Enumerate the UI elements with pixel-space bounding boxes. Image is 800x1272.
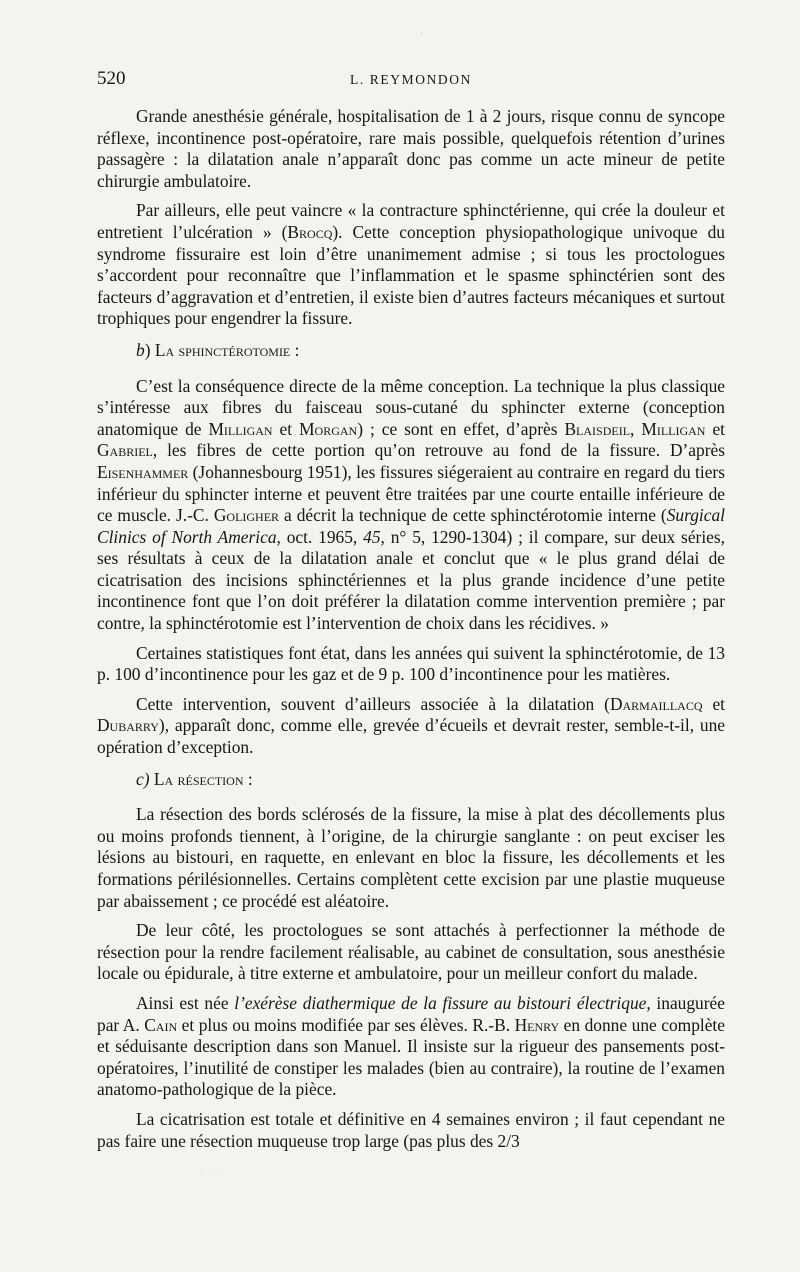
procedure-name: l’exérèse diathermique de la fissure au bistouri électrique, — [234, 992, 651, 1013]
paragraph: Grande anesthésie générale, hospitalisation de 1 à 2 jours, risque connu de syncope réflexe, incontinence post-opératoire, rare mais possible, quelquefois rétention d’urines passagère : la dilatation anale n’apparaît donc pas comme un acte mineur de petite chirurgie ambulatoire. — [97, 106, 725, 191]
paragraph: Certaines statistiques font état, dans les années qui suivent la sphinctérotomie, de 13 p. 100 d’incontinence pour les gaz et de 9 p. 100 d’incontinence pour les matières. — [97, 642, 725, 685]
paragraph: La résection des bords sclérosés de la fissure, la mise à plat des décollements plus ou moins profonds tiennent, à l’origine, de la chirurgie sanglante : on peut exciser les lésions au bistouri, en raquette, en enlevant en bloc la fissure, les décollements et les formations périlésionnelles. Certains complètent cette excision par une plastie muqueuse par abaissement ; ce procédé est aléatoire. — [97, 804, 725, 911]
paragraph: De leur côté, les proctologues se sont attachés à perfectionner la méthode de résection pour la rendre facilement réalisable, au cabinet de consultation, sous anesthésie locale ou épidurale, à titre externe et ambulatoire, pour un meilleur confort du malade. — [97, 920, 725, 984]
paragraph: La cicatrisation est totale et définitive en 4 semaines environ ; il faut cependant ne pas faire une résection muqueuse trop large (pas plus des 2/3 — [97, 1108, 725, 1151]
section-letter: b — [136, 339, 145, 360]
page-header — [97, 68, 725, 94]
author-name: Dubarry — [97, 715, 159, 736]
paragraph: Cette intervention, souvent d’ailleurs associée à la dilatation (Darmaillacq et Dubarry), apparaît donc, comme elle, grevée d’écueils et devrait rester, semble-t-il, une opération d’exception. — [97, 693, 725, 758]
author-name: Henry — [514, 1014, 560, 1035]
journal-title: Surgical Clinics of North America, — [97, 505, 725, 547]
paragraph: C’est la conséquence directe de la même conception. La technique la plus classique s’intéresse aux fibres du faisceau sous-cutané du sphincter externe (conception anatomique de Milligan et Morgan) ; ce sont en effet, d’après Blaisdeil, Milligan et Gabriel, les fibres de cette portion qu’on retrouve au fond de la fissure. D’après Eisenhammer (Johannesbourg 1951), les fissures siégeraient au contraire en regard du tiers inférieur du sphincter interne et peuvent être traitées par une courte entaille inférieure de ce muscle. J.-C. Goligher a décrit la technique de cette sphinctérotomie interne (Surgical Clinics of North America, oct. 1965, 45, n° 5, 1290-1304) ; il compare, sur deux séries, ses résultats à ceux de la dilatation anale et conclut que « le plus grand délai de cicatrisation des incisions sphinctériennes et la plus grande incidence d’une petite incontinence font que l’on doit préférer la dilatation comme intervention première ; par contre, la sphinctérotomie est l’intervention de choix dans les récidives. » — [97, 375, 725, 634]
scan-speck: · — [420, 28, 423, 38]
section-title: La résection : — [153, 768, 253, 789]
paragraph: Ainsi est née l’exérèse diathermique de la fissure au bistouri électrique, inaugurée par A. Cain et plus ou moins modifiée par ses élèves. R.-B. Henry en donne une complète et séduisante description dans son Manuel. Il insiste sur la rigueur des pansements post-opératoires, l’inutilité de constiper les malades (bien au contraire), la routine de l’examen anatomo-pathologique de la pièce. — [97, 992, 725, 1100]
section-heading-b: b) La sphinctérotomie : — [136, 339, 300, 360]
author-name: Morgan — [299, 418, 358, 439]
paragraph: Par ailleurs, elle peut vaincre « la contracture sphinctérienne, qui crée la douleur et entretient l’ulcération » (Brocq). Cette conception physiopathologique univoque du syndrome fissuraire est loin d’être unanimement admise ; si tous les proctologues s’accordent pour reconnaître que l’inflammation et le spasme sphinctérien sont des facteurs d’aggravation et d’entretien, il existe bien d’autres facteurs mécaniques et surtout trophiques pour engendrer la fissure. — [97, 200, 725, 329]
author-name: Milligan — [208, 418, 273, 439]
journal-volume: 45, — [363, 526, 385, 547]
author-name: Blaisdeil — [564, 418, 631, 439]
author-name: Eisenhammer — [97, 461, 189, 482]
section-title: La sphinctérotomie : — [154, 339, 300, 360]
author-name: Brocq — [287, 221, 333, 242]
section-heading-c — [97, 769, 725, 791]
author-name: Darmaillacq — [609, 693, 703, 714]
author-name: Cain — [144, 1014, 178, 1035]
section-letter: c) — [136, 768, 150, 789]
author-name: Milligan — [641, 418, 706, 439]
author-name: Goligher — [213, 505, 280, 526]
scan-smudge: · · · — [200, 1172, 221, 1180]
body-text — [97, 106, 725, 1160]
running-title: L. REYMONDON — [350, 72, 472, 87]
author-name: Gabriel — [97, 440, 153, 461]
page-number: 520 — [97, 68, 126, 89]
